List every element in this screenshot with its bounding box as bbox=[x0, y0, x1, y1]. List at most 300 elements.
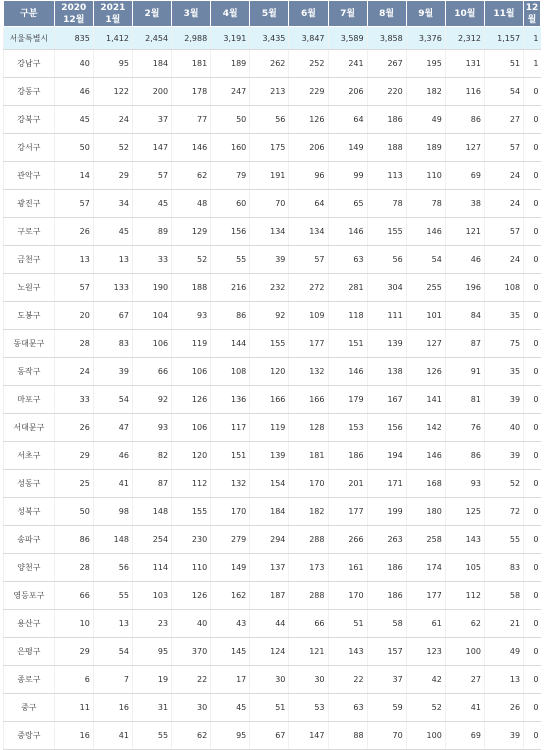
region-cell: 동대문구 bbox=[4, 330, 55, 358]
value-cell: 62 bbox=[445, 610, 484, 638]
value-cell: 57 bbox=[54, 274, 93, 302]
value-cell: 30 bbox=[289, 666, 328, 694]
value-cell: 175 bbox=[250, 134, 289, 162]
value-cell: 34 bbox=[93, 190, 132, 218]
value-cell: 31 bbox=[132, 694, 171, 722]
value-cell: 39 bbox=[484, 722, 523, 750]
value-cell: 170 bbox=[289, 470, 328, 498]
value-cell: 0 bbox=[524, 638, 541, 666]
table-header bbox=[4, 1, 541, 27]
value-cell: 46 bbox=[445, 246, 484, 274]
table-row bbox=[4, 554, 541, 582]
table-row bbox=[4, 330, 541, 358]
region-cell: 동작구 bbox=[4, 358, 55, 386]
value-cell: 6 bbox=[54, 666, 93, 694]
value-cell: 70 bbox=[250, 190, 289, 218]
value-cell: 58 bbox=[484, 582, 523, 610]
value-cell: 30 bbox=[250, 666, 289, 694]
column-header-month bbox=[445, 1, 484, 27]
value-cell: 77 bbox=[172, 106, 211, 134]
value-cell: 139 bbox=[250, 442, 289, 470]
value-cell: 10 bbox=[54, 610, 93, 638]
value-cell: 52 bbox=[406, 694, 445, 722]
value-cell: 195 bbox=[406, 50, 445, 78]
value-cell: 13 bbox=[484, 666, 523, 694]
value-cell: 29 bbox=[54, 442, 93, 470]
table-row bbox=[4, 722, 541, 750]
value-cell: 186 bbox=[367, 554, 406, 582]
value-cell: 108 bbox=[211, 358, 250, 386]
value-cell: 0 bbox=[524, 246, 541, 274]
value-cell: 76 bbox=[445, 414, 484, 442]
region-cell: 양천구 bbox=[4, 554, 55, 582]
value-cell: 26 bbox=[484, 694, 523, 722]
value-cell: 216 bbox=[211, 274, 250, 302]
value-cell: 86 bbox=[211, 302, 250, 330]
region-cell: 금천구 bbox=[4, 246, 55, 274]
region-cell: 구로구 bbox=[4, 218, 55, 246]
value-cell: 266 bbox=[328, 526, 367, 554]
value-cell: 143 bbox=[328, 638, 367, 666]
value-cell: 57 bbox=[484, 134, 523, 162]
value-cell: 50 bbox=[54, 134, 93, 162]
value-cell: 59 bbox=[367, 694, 406, 722]
value-cell: 179 bbox=[328, 386, 367, 414]
column-header-month bbox=[132, 1, 171, 27]
value-cell: 55 bbox=[132, 722, 171, 750]
value-cell: 58 bbox=[367, 610, 406, 638]
value-cell: 44 bbox=[250, 610, 289, 638]
value-cell: 40 bbox=[54, 50, 93, 78]
value-cell: 20 bbox=[54, 302, 93, 330]
value-cell: 37 bbox=[367, 666, 406, 694]
value-cell: 63 bbox=[328, 694, 367, 722]
table-row bbox=[4, 106, 541, 134]
value-cell: 46 bbox=[54, 78, 93, 106]
value-cell: 27 bbox=[445, 666, 484, 694]
value-cell: 93 bbox=[445, 470, 484, 498]
value-cell: 161 bbox=[328, 554, 367, 582]
region-cell: 강동구 bbox=[4, 78, 55, 106]
value-cell: 166 bbox=[289, 386, 328, 414]
value-cell: 184 bbox=[250, 498, 289, 526]
value-cell: 182 bbox=[289, 498, 328, 526]
value-cell: 0 bbox=[524, 274, 541, 302]
value-cell: 126 bbox=[172, 386, 211, 414]
value-cell: 370 bbox=[172, 638, 211, 666]
column-header-month bbox=[406, 1, 445, 27]
value-cell: 55 bbox=[93, 582, 132, 610]
value-cell: 220 bbox=[367, 78, 406, 106]
value-cell: 106 bbox=[172, 414, 211, 442]
value-cell: 70 bbox=[367, 722, 406, 750]
value-cell: 148 bbox=[93, 526, 132, 554]
value-cell: 127 bbox=[406, 330, 445, 358]
value-cell: 0 bbox=[524, 134, 541, 162]
table-body bbox=[4, 27, 541, 750]
region-cell: 서대문구 bbox=[4, 414, 55, 442]
value-cell: 38 bbox=[445, 190, 484, 218]
value-cell: 2,988 bbox=[172, 27, 211, 50]
value-cell: 254 bbox=[132, 526, 171, 554]
value-cell: 252 bbox=[289, 50, 328, 78]
value-cell: 62 bbox=[172, 162, 211, 190]
value-cell: 101 bbox=[406, 302, 445, 330]
value-cell: 110 bbox=[406, 162, 445, 190]
value-cell: 177 bbox=[328, 498, 367, 526]
header-line: 12 bbox=[525, 2, 539, 13]
value-cell: 88 bbox=[328, 722, 367, 750]
value-cell: 13 bbox=[93, 246, 132, 274]
value-cell: 114 bbox=[132, 554, 171, 582]
value-cell: 47 bbox=[93, 414, 132, 442]
value-cell: 177 bbox=[289, 330, 328, 358]
value-cell: 3,435 bbox=[250, 27, 289, 50]
region-cell: 서초구 bbox=[4, 442, 55, 470]
value-cell: 190 bbox=[132, 274, 171, 302]
value-cell: 125 bbox=[445, 498, 484, 526]
region-cell: 마포구 bbox=[4, 386, 55, 414]
value-cell: 123 bbox=[406, 638, 445, 666]
value-cell: 69 bbox=[445, 722, 484, 750]
header-line: 6월 bbox=[300, 8, 316, 19]
value-cell: 0 bbox=[524, 106, 541, 134]
value-cell: 151 bbox=[328, 330, 367, 358]
value-cell: 117 bbox=[211, 414, 250, 442]
region-cell: 도봉구 bbox=[4, 302, 55, 330]
table-row bbox=[4, 218, 541, 246]
value-cell: 84 bbox=[445, 302, 484, 330]
value-cell: 112 bbox=[445, 582, 484, 610]
column-header-month bbox=[289, 1, 328, 27]
value-cell: 154 bbox=[250, 470, 289, 498]
value-cell: 1 bbox=[524, 50, 541, 78]
table-row bbox=[4, 638, 541, 666]
region-cell: 서울특별시 bbox=[4, 27, 55, 50]
monthly-stats-table bbox=[3, 0, 541, 750]
value-cell: 95 bbox=[132, 638, 171, 666]
value-cell: 263 bbox=[367, 526, 406, 554]
header-line: 2020 bbox=[61, 2, 87, 13]
value-cell: 54 bbox=[93, 386, 132, 414]
value-cell: 40 bbox=[484, 414, 523, 442]
value-cell: 67 bbox=[93, 302, 132, 330]
value-cell: 0 bbox=[524, 582, 541, 610]
value-cell: 0 bbox=[524, 414, 541, 442]
table-row bbox=[4, 498, 541, 526]
value-cell: 13 bbox=[54, 246, 93, 274]
column-header-month bbox=[484, 1, 523, 27]
value-cell: 155 bbox=[250, 330, 289, 358]
value-cell: 26 bbox=[54, 414, 93, 442]
value-cell: 61 bbox=[406, 610, 445, 638]
value-cell: 281 bbox=[328, 274, 367, 302]
table-row bbox=[4, 190, 541, 218]
value-cell: 2,454 bbox=[132, 27, 171, 50]
value-cell: 137 bbox=[250, 554, 289, 582]
value-cell: 1,157 bbox=[484, 27, 523, 50]
value-cell: 121 bbox=[445, 218, 484, 246]
value-cell: 0 bbox=[524, 694, 541, 722]
value-cell: 24 bbox=[54, 358, 93, 386]
table-row bbox=[4, 442, 541, 470]
value-cell: 51 bbox=[484, 50, 523, 78]
value-cell: 128 bbox=[289, 414, 328, 442]
value-cell: 124 bbox=[250, 638, 289, 666]
value-cell: 186 bbox=[367, 106, 406, 134]
value-cell: 186 bbox=[367, 582, 406, 610]
value-cell: 87 bbox=[445, 330, 484, 358]
value-cell: 35 bbox=[484, 358, 523, 386]
value-cell: 108 bbox=[484, 274, 523, 302]
value-cell: 129 bbox=[172, 218, 211, 246]
value-cell: 14 bbox=[54, 162, 93, 190]
value-cell: 0 bbox=[524, 78, 541, 106]
value-cell: 153 bbox=[328, 414, 367, 442]
value-cell: 23 bbox=[132, 610, 171, 638]
value-cell: 2,312 bbox=[445, 27, 484, 50]
value-cell: 3,858 bbox=[367, 27, 406, 50]
value-cell: 57 bbox=[289, 246, 328, 274]
value-cell: 134 bbox=[250, 218, 289, 246]
column-header-month bbox=[524, 1, 541, 27]
value-cell: 173 bbox=[289, 554, 328, 582]
value-cell: 149 bbox=[328, 134, 367, 162]
value-cell: 0 bbox=[524, 162, 541, 190]
table-row bbox=[4, 358, 541, 386]
value-cell: 49 bbox=[406, 106, 445, 134]
value-cell: 139 bbox=[367, 330, 406, 358]
value-cell: 170 bbox=[211, 498, 250, 526]
header-line: 4월 bbox=[222, 8, 238, 19]
value-cell: 138 bbox=[367, 358, 406, 386]
value-cell: 126 bbox=[289, 106, 328, 134]
region-cell: 강남구 bbox=[4, 50, 55, 78]
table-row bbox=[4, 162, 541, 190]
value-cell: 247 bbox=[211, 78, 250, 106]
value-cell: 79 bbox=[211, 162, 250, 190]
value-cell: 39 bbox=[250, 246, 289, 274]
value-cell: 288 bbox=[289, 582, 328, 610]
value-cell: 146 bbox=[406, 218, 445, 246]
value-cell: 11 bbox=[54, 694, 93, 722]
value-cell: 56 bbox=[367, 246, 406, 274]
value-cell: 92 bbox=[132, 386, 171, 414]
header-line: 8월 bbox=[379, 8, 395, 19]
value-cell: 177 bbox=[406, 582, 445, 610]
value-cell: 170 bbox=[328, 582, 367, 610]
table-row bbox=[4, 246, 541, 274]
value-cell: 206 bbox=[328, 78, 367, 106]
value-cell: 64 bbox=[328, 106, 367, 134]
header-line: 7월 bbox=[340, 8, 356, 19]
value-cell: 131 bbox=[445, 50, 484, 78]
value-cell: 241 bbox=[328, 50, 367, 78]
value-cell: 41 bbox=[93, 470, 132, 498]
value-cell: 126 bbox=[172, 582, 211, 610]
value-cell: 93 bbox=[132, 414, 171, 442]
value-cell: 26 bbox=[54, 218, 93, 246]
value-cell: 157 bbox=[367, 638, 406, 666]
value-cell: 121 bbox=[289, 638, 328, 666]
value-cell: 3,589 bbox=[328, 27, 367, 50]
value-cell: 151 bbox=[211, 442, 250, 470]
value-cell: 103 bbox=[132, 582, 171, 610]
value-cell: 66 bbox=[132, 358, 171, 386]
value-cell: 87 bbox=[132, 470, 171, 498]
value-cell: 0 bbox=[524, 722, 541, 750]
value-cell: 184 bbox=[132, 50, 171, 78]
value-cell: 54 bbox=[484, 78, 523, 106]
value-cell: 83 bbox=[93, 330, 132, 358]
value-cell: 835 bbox=[54, 27, 93, 50]
value-cell: 106 bbox=[172, 358, 211, 386]
value-cell: 162 bbox=[211, 582, 250, 610]
value-cell: 116 bbox=[445, 78, 484, 106]
value-cell: 19 bbox=[132, 666, 171, 694]
value-cell: 89 bbox=[132, 218, 171, 246]
value-cell: 111 bbox=[367, 302, 406, 330]
value-cell: 3,376 bbox=[406, 27, 445, 50]
value-cell: 132 bbox=[289, 358, 328, 386]
value-cell: 83 bbox=[484, 554, 523, 582]
value-cell: 262 bbox=[250, 50, 289, 78]
value-cell: 43 bbox=[211, 610, 250, 638]
value-cell: 86 bbox=[445, 442, 484, 470]
region-cell: 강북구 bbox=[4, 106, 55, 134]
value-cell: 186 bbox=[328, 442, 367, 470]
region-cell: 종로구 bbox=[4, 666, 55, 694]
value-cell: 30 bbox=[172, 694, 211, 722]
value-cell: 49 bbox=[484, 638, 523, 666]
value-cell: 60 bbox=[211, 190, 250, 218]
region-cell: 광진구 bbox=[4, 190, 55, 218]
value-cell: 41 bbox=[93, 722, 132, 750]
value-cell: 127 bbox=[445, 134, 484, 162]
value-cell: 52 bbox=[172, 246, 211, 274]
value-cell: 66 bbox=[54, 582, 93, 610]
column-header-region bbox=[4, 1, 55, 27]
value-cell: 46 bbox=[93, 442, 132, 470]
column-header-month bbox=[93, 1, 132, 27]
region-cell: 중랑구 bbox=[4, 722, 55, 750]
value-cell: 229 bbox=[289, 78, 328, 106]
value-cell: 0 bbox=[524, 190, 541, 218]
table-row bbox=[4, 610, 541, 638]
value-cell: 21 bbox=[484, 610, 523, 638]
value-cell: 0 bbox=[524, 302, 541, 330]
value-cell: 28 bbox=[54, 330, 93, 358]
value-cell: 57 bbox=[132, 162, 171, 190]
value-cell: 48 bbox=[172, 190, 211, 218]
region-cell: 송파구 bbox=[4, 526, 55, 554]
value-cell: 62 bbox=[172, 722, 211, 750]
column-header-month bbox=[367, 1, 406, 27]
table-row bbox=[4, 694, 541, 722]
value-cell: 206 bbox=[289, 134, 328, 162]
value-cell: 78 bbox=[406, 190, 445, 218]
value-cell: 0 bbox=[524, 666, 541, 694]
value-cell: 122 bbox=[93, 78, 132, 106]
value-cell: 258 bbox=[406, 526, 445, 554]
region-cell: 영등포구 bbox=[4, 582, 55, 610]
value-cell: 51 bbox=[328, 610, 367, 638]
value-cell: 95 bbox=[93, 50, 132, 78]
value-cell: 119 bbox=[250, 414, 289, 442]
value-cell: 178 bbox=[172, 78, 211, 106]
region-cell: 관악구 bbox=[4, 162, 55, 190]
value-cell: 63 bbox=[328, 246, 367, 274]
value-cell: 93 bbox=[172, 302, 211, 330]
table-row bbox=[4, 470, 541, 498]
value-cell: 142 bbox=[406, 414, 445, 442]
value-cell: 3,191 bbox=[211, 27, 250, 50]
value-cell: 28 bbox=[54, 554, 93, 582]
value-cell: 166 bbox=[250, 386, 289, 414]
value-cell: 119 bbox=[172, 330, 211, 358]
header-line: 10월 bbox=[454, 8, 476, 19]
value-cell: 201 bbox=[328, 470, 367, 498]
value-cell: 55 bbox=[484, 526, 523, 554]
value-cell: 118 bbox=[328, 302, 367, 330]
value-cell: 0 bbox=[524, 442, 541, 470]
value-cell: 41 bbox=[445, 694, 484, 722]
value-cell: 149 bbox=[211, 554, 250, 582]
value-cell: 109 bbox=[289, 302, 328, 330]
value-cell: 65 bbox=[328, 190, 367, 218]
value-cell: 22 bbox=[172, 666, 211, 694]
column-header-month bbox=[328, 1, 367, 27]
value-cell: 146 bbox=[172, 134, 211, 162]
value-cell: 146 bbox=[328, 358, 367, 386]
value-cell: 25 bbox=[54, 470, 93, 498]
value-cell: 188 bbox=[367, 134, 406, 162]
value-cell: 7 bbox=[93, 666, 132, 694]
value-cell: 45 bbox=[211, 694, 250, 722]
value-cell: 0 bbox=[524, 386, 541, 414]
value-cell: 24 bbox=[484, 162, 523, 190]
value-cell: 99 bbox=[328, 162, 367, 190]
value-cell: 199 bbox=[367, 498, 406, 526]
value-cell: 24 bbox=[484, 246, 523, 274]
value-cell: 189 bbox=[406, 134, 445, 162]
value-cell: 120 bbox=[250, 358, 289, 386]
header-line: 월 bbox=[527, 14, 537, 25]
value-cell: 146 bbox=[328, 218, 367, 246]
value-cell: 279 bbox=[211, 526, 250, 554]
value-cell: 146 bbox=[406, 442, 445, 470]
value-cell: 288 bbox=[289, 526, 328, 554]
value-cell: 1,412 bbox=[93, 27, 132, 50]
value-cell: 64 bbox=[289, 190, 328, 218]
value-cell: 194 bbox=[367, 442, 406, 470]
value-cell: 0 bbox=[524, 526, 541, 554]
value-cell: 141 bbox=[406, 386, 445, 414]
value-cell: 37 bbox=[132, 106, 171, 134]
value-cell: 0 bbox=[524, 554, 541, 582]
value-cell: 55 bbox=[211, 246, 250, 274]
value-cell: 92 bbox=[250, 302, 289, 330]
value-cell: 24 bbox=[93, 106, 132, 134]
value-cell: 232 bbox=[250, 274, 289, 302]
value-cell: 267 bbox=[367, 50, 406, 78]
value-cell: 86 bbox=[54, 526, 93, 554]
value-cell: 96 bbox=[289, 162, 328, 190]
value-cell: 0 bbox=[524, 218, 541, 246]
value-cell: 171 bbox=[367, 470, 406, 498]
value-cell: 33 bbox=[132, 246, 171, 274]
column-header-month bbox=[54, 1, 93, 27]
